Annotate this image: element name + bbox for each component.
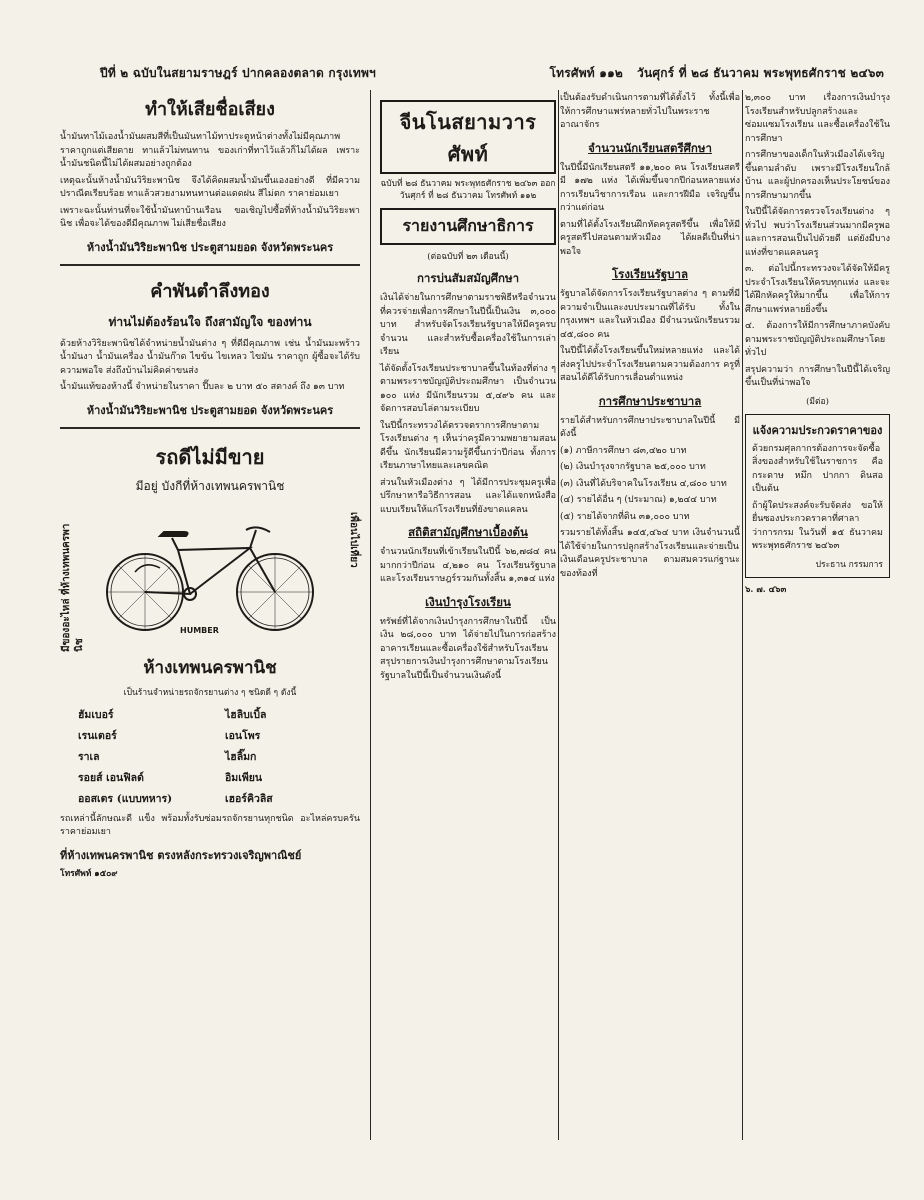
ad-side-text-left: มีของอะไหล่ ที่ห้างเทพนครพานิช xyxy=(61,523,85,652)
article-paragraph: น้ำมันแท้ของห้างนี้ จำหน่ายในราคา ปี๊บละ ๒ บาท ๕๐ สตางค์ ถึง ๑๓ บาท xyxy=(60,382,345,392)
section-divider xyxy=(60,264,360,266)
report-paragraph: ตามที่ได้ตั้งโรงเรียนฝึกหัดครูสตรีขึ้น เพื่อให้มีครูสตรีไปสอนตามหัวเมือง ได้ผลดีเป็นที่น่าพอใจ xyxy=(560,219,740,257)
income-item: (๒) เงินบำรุงจากรัฐบาล ๒๕,๐๐๐ บาท xyxy=(560,462,706,472)
report-paragraph: รายได้สำหรับการศึกษาประชาบาลในปีนี้ มีดังนี้ xyxy=(560,415,740,439)
notice-paragraph: ด้วยกรมศุลกากรต้องการจะจัดซื้อสิ่งของสำหรับใช้ในราชการ คือ กระดาษ หมึก ปากกา ดินสอ เป็นต้น xyxy=(752,443,883,494)
article-paragraph: น้ำมันทาไม้เองน้ำมันผสมสีที่เป็นมันทาไม้ทาประตูหน้าต่างทั้งไม่มีคุณภาพ ราคาถูกแต่เสียดาย ทาแล้วไม่ทนทาน ของเก่าที่ทาไว้แล้วก็ไม่ได้ผล เพราะน้ำมันชนิดนี้ไม่ได้ผสมอย่างถูกต้อง xyxy=(60,132,360,169)
report-paragraph: สรุปความว่า การศึกษาในปีนี้ได้เจริญขึ้นเป็นที่น่าพอใจ xyxy=(745,364,890,388)
report-paragraph: เงินได้จ่ายในการศึกษาตามราชพิธีหรือจำนวนที่ควรจ่ายเพื่อการศึกษาในปีนี้เป็นเงิน ๓,๐๐๐ บาท สำหรับจัดโรงเรียนรัฐบาลให้มีครูครบจำนวน และสำหรับซื้อเครื่องใช้ในการเล่าเรียน xyxy=(380,293,556,357)
article-title: คำพันตำลึงทอง xyxy=(150,280,270,302)
report-paragraph: รวมรายได้ทั้งสิ้น ๑๔๕,๔๖๔ บาท เงินจำนวนนี้ได้ใช้จ่ายในการปลูกสร้างโรงเรียนและจ่ายเป็นเงินเดือนครูประชาบาล ตามสมควรแก่ฐานะของท้องที่ xyxy=(560,528,740,579)
section-heading: เงินบำรุงโรงเรียน xyxy=(425,594,511,609)
column-3 xyxy=(560,92,740,1138)
article-paragraph: เพราะฉะนั้นท่านที่จะใช้น้ำมันทาบ้านเรือน ขอเชิญไปซื้อที่ห้างน้ำมันวิริยะพานิช เพื่อจะได้ของดีมีคุณภาพ ไม่เสียชื่อเสียง xyxy=(60,205,360,229)
brand-item: เอนโพร xyxy=(225,729,261,742)
bicycle-ad-illustration xyxy=(60,502,360,652)
report-paragraph: การศึกษาของเด็กในหัวเมืองได้เจริญขึ้นตามลำดับ เพราะมีโรงเรียนใกล้บ้าน และผู้ปกครองเห็นประโยชน์ของการศึกษามากขึ้น xyxy=(745,150,890,201)
bicycle-brand-list xyxy=(60,706,360,807)
report-paragraph: ๒,๓๐๐ บาท เรื่องการเงินบำรุงโรงเรียนสำหรับปลูกสร้างและซ่อมแซมโรงเรียน และซื้อเครื่องใช้ในการศึกษา xyxy=(745,93,890,144)
report-paragraph: เป็นต้องรับดำเนินการตามที่ได้ตั้งไว้ ทั้งนี้เพื่อให้การศึกษาแพร่หลายทั่วไปในพระราชอาณาจักร xyxy=(560,93,740,130)
section-heading: การบ่นสัมสมัญศึกษา xyxy=(416,271,520,285)
article-subtitle: ท่านไม่ต้องร้อนใจ ถึงสามัญใจ ของท่าน xyxy=(108,314,312,329)
ad-side-text-right: เพื่อนไปเที่ยว xyxy=(348,511,359,568)
report-paragraph: ในปีนี้มีนักเรียนสตรี ๑๑,๒๐๐ คน โรงเรียนสตรีมี ๑๗๒ แห่ง ได้เพิ่มขึ้นจากปีก่อนหลายแห่ง การเรียนวิชาการเรือน และการฝีมือ เจริญขึ้นกว่าแต่ก่อน xyxy=(560,162,740,213)
header-left: ปีที่ ๒ ฉบับในสยามราษฎร์ ปากคลองตลาด กรุงเทพฯ xyxy=(100,65,376,80)
notice-paragraph: ถ้าผู้ใดประสงค์จะรับจัดส่ง ขอให้ยื่นซองประกวดราคาที่ศาลาว่าการกรม ในวันที่ ๑๕ ธันวาคม พระพุทธศักราช ๒๔๖๓ xyxy=(752,500,883,551)
income-item: (๑) ภาษีการศึกษา ๘๓,๔๒๐ บาท xyxy=(560,445,687,456)
article-paragraph: ด้วยห้างวิริยะพานิชได้จำหน่ายน้ำมันต่าง ๆ ที่ดีมีคุณภาพ เช่น น้ำมันมะพร้าว น้ำมันงา น้ำมันเครื่อง น้ำมันก๊าด ไขข้น ไขเหลว ไขมัน ราคาถูก ผู้ซื้อจะได้รับความพอใจ ส่งถึงบ้านไม่คิดค่าขนส่ง xyxy=(60,338,360,376)
brand-item: อิมเพียน xyxy=(225,771,263,784)
report-paragraph: ทรัพย์ที่ได้จากเงินบำรุงการศึกษาในปีนี้ เป็นเงิน ๒๘,๐๐๐ บาท ได้จ่ายไปในการก่อสร้างอาคารเรียนและซื้อเครื่องใช้สำหรับโรงเรียน สรุปรายการเงินบำรุงการศึกษาตามโรงเรียนรัฐบาลในปีนี้เป็นจำนวนเงินดังนี้ xyxy=(380,616,556,681)
section-divider xyxy=(60,427,360,429)
column-2 xyxy=(380,92,556,1138)
ad-note: เป็นร้านจำหน่ายรถจักรยานต่าง ๆ ชนิดดี ๆ ดังนี้ xyxy=(123,687,297,698)
brand-item: ราเล xyxy=(78,750,100,763)
ad-subtitle: มีอยู่ บังกีที่ห้างเทพนครพานิช xyxy=(135,478,285,493)
bicycle-brand-label: HUMBER xyxy=(180,625,219,635)
income-item: (๓) เงินที่ได้บริจาคในโรงเรียน ๔,๘๐๐ บาท xyxy=(560,478,727,489)
continued-note: (ต่อฉบับที่ ๒๓ เดือนนี้) xyxy=(427,252,509,262)
ad-title: รถดีไม่มีขาย xyxy=(155,444,265,469)
shop-name: ห้างเทพนครพานิช xyxy=(143,657,277,678)
column-1 xyxy=(60,92,360,1138)
column-rule xyxy=(742,90,743,1140)
column-rule xyxy=(370,90,371,1140)
brand-item: เฮอร์คิวลิส xyxy=(225,792,273,805)
report-paragraph: ในปีนี้ได้จัดการตรวจโรงเรียนต่าง ๆ ทั่วไป พบว่าโรงเรียนส่วนมากมีครูพอ และการสอนเป็นไปด้วยดี แต่ยังมีบางแห่งที่ขาดแคลนครู xyxy=(745,207,890,258)
report-paragraph: ในปีนี้กระทรวงได้ตรวจตราการศึกษาตามโรงเรียนต่าง ๆ เห็นว่าครูมีความพยายามสอนดีขึ้น นักเรียนมีความรู้ดีขึ้นกว่าปีก่อน ทั้งการเรียนภาษาไทยและเลขคณิต xyxy=(380,420,556,471)
section-heading: การศึกษาประชาบาล xyxy=(598,393,702,408)
income-item: (๕) รายได้จากที่ดิน ๓๑,๐๐๐ บาท xyxy=(560,511,690,522)
notice-signature: ประธาน กรรมการ xyxy=(815,559,883,570)
report-paragraph: ๔. ต้องการให้มีการศึกษาภาคบังคับตามพระราชบัญญัติประถมศึกษาโดยทั่วไป xyxy=(745,321,890,358)
column-4 xyxy=(745,92,890,1138)
report-paragraph: ๓. ต่อไปนี้กระทรวงจะได้จัดให้มีครูประจำโรงเรียนให้ครบทุกแห่ง และจะได้ฝึกหัดครูให้มากขึ้น เพื่อให้การศึกษาแพร่หลายยิ่งขึ้น xyxy=(745,264,890,315)
ad-signature: ที่ห้างเทพนครพานิช ตรงหลังกระทรวงเจริญพาณิชย์ xyxy=(60,848,302,862)
report-paragraph: ในปีนี้ได้ตั้งโรงเรียนขึ้นใหม่หลายแห่ง และได้ส่งครูไปประจำโรงเรียนตามความต้องการ ครูที่สอนได้ดีได้รับการเลื่อนตำแหน่ง xyxy=(560,346,740,383)
masthead-info: ฉบับที่ ๒๘ ธันวาคม พระพุทธศักราช ๒๔๖๓ ออกวันศุกร์ ที่ ๒๘ ธันวาคม โทรศัพท์ ๑๑๒ xyxy=(380,179,556,201)
brand-item: ออสเตร (แบบทหาร) xyxy=(78,792,173,805)
report-paragraph: รัฐบาลได้จัดการโรงเรียนรัฐบาลต่าง ๆ ตามที่มีความจำเป็นและงบประมาณที่ได้รับ ทั้งในกรุงเทพฯ และในหัวเมือง มีจำนวนนักเรียนรวม ๔๕,๘๐๐ คน xyxy=(560,289,740,340)
masthead-title: จีนโนสยามวารศัพท์ xyxy=(399,110,537,166)
report-paragraph: ได้จัดตั้งโรงเรียนประชาบาลขึ้นในท้องที่ต่าง ๆ ตามพระราชบัญญัติประถมศึกษา เป็นจำนวน ๑๐๐ แห่ง มีนักเรียนรวม ๕,๔๙๖ คน และจัดการสอบไล่ตามระเบียบ xyxy=(380,363,556,414)
income-list xyxy=(560,445,740,525)
tender-notice xyxy=(745,414,890,578)
section-heading: โรงเรียนรัฐบาล xyxy=(611,267,688,281)
masthead xyxy=(380,100,556,174)
ad-phone: โทรศัพท์ ๑๕๐๙ xyxy=(60,868,118,879)
report-paragraph: ส่วนในหัวเมืองต่าง ๆ ได้มีการประชุมครูเพื่อปรึกษาหารือวิธีการสอน และได้แจกหนังสือแบบเรียนให้แก่โรงเรียนที่ยังขาดแคลน xyxy=(380,477,556,515)
header-phone: โทรศัพท์ ๑๑๒ xyxy=(549,65,624,80)
notice-number: ๖. ๗. ๔๖๓ xyxy=(745,584,787,595)
article-paragraph: เหตุฉะนั้นห้างน้ำมันวิริยะพานิช จึงได้คิดผสมน้ำมันขึ้นเองอย่างดี ที่มีความปราณีตเรียบร้อย ทาแล้วสวยงามทนทานต่อแดดฝน สีไม่ตก ราคาย่อมเยา xyxy=(60,175,360,199)
brand-item: เรนเตอร์ xyxy=(78,729,117,742)
brand-item: ไฮลิบเบิ้ล xyxy=(225,708,267,721)
article-title: ทำให้เสียชื่อเสียง xyxy=(145,99,275,120)
column-rule xyxy=(558,90,559,1140)
notice-title: แจ้งความประกวดราคาของ xyxy=(752,423,883,437)
report-paragraph: จำนวนนักเรียนที่เข้าเรียนในปีนี้ ๖๒,๗๘๔ คน มากกว่าปีก่อน ๔,๒๑๐ คน โรงเรียนรัฐบาลและโรงเรียนราษฎร์รวมกันทั้งสิ้น ๑,๓๑๔ แห่ง xyxy=(380,547,556,584)
to-be-continued: (มีต่อ) xyxy=(806,396,829,407)
article-signature: ห้างน้ำมันวิริยะพานิช ประตูสามยอด จังหวัดพระนคร xyxy=(86,240,334,254)
brand-item: ฮัมเบอร์ xyxy=(78,708,114,721)
header-date: วันศุกร์ ที่ ๒๘ ธันวาคม พระพุทธศักราช ๒๔๖๓ xyxy=(637,65,884,80)
report-heading: รายงานศึกษาธิการ xyxy=(380,208,556,245)
section-heading: สถิติสามัญศึกษาเบื้องต้น xyxy=(408,525,528,539)
brand-item: ไฮลิ๊มก xyxy=(225,750,257,763)
income-item: (๔) รายได้อื่น ๆ (ประมาณ) ๑,๒๔๔ บาท xyxy=(560,495,717,505)
ad-paragraph: รถเหล่านี้ลักษณะดี แข็ง พร้อมทั้งรับซ่อมรถจักรยานทุกชนิด อะไหล่ครบครัน ราคาย่อมเยา xyxy=(60,813,360,837)
brand-item: รอยส์ เอนฟิลด์ xyxy=(78,771,144,784)
page-header xyxy=(100,62,884,84)
section-heading: จำนวนนักเรียนสตรีศึกษา xyxy=(588,140,712,155)
article-signature: ห้างน้ำมันวิริยะพานิช ประตูสามยอด จังหวัดพระนคร xyxy=(86,403,334,417)
